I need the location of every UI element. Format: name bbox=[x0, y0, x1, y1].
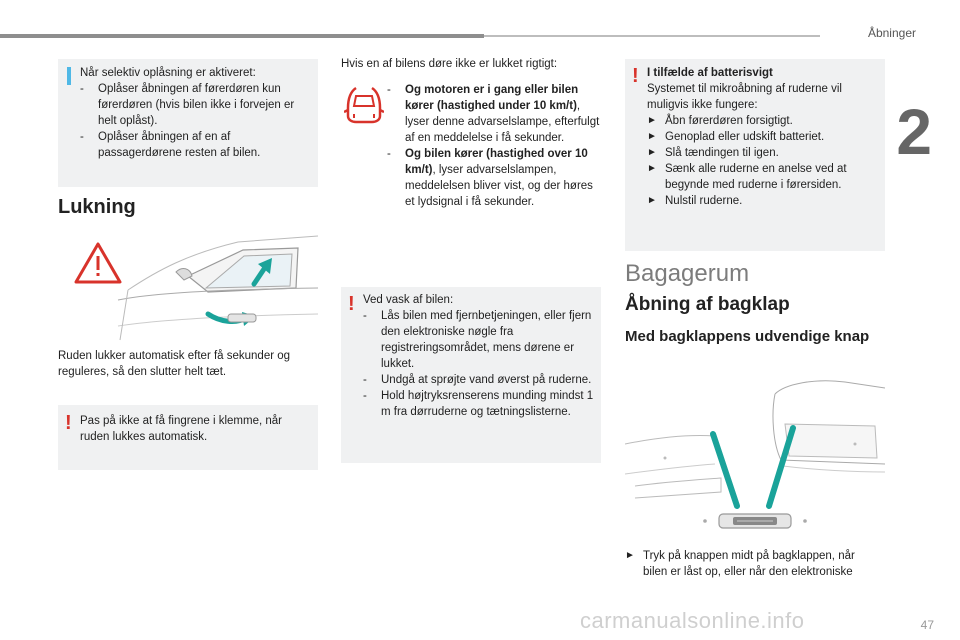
list-item: ► Genoplad eller udskift batteriet. bbox=[647, 131, 825, 143]
washing-intro: Ved vask af bilen: bbox=[363, 294, 454, 306]
warning-box-fingers bbox=[58, 405, 318, 470]
warning-text: Pas på ikke at få fingrene i klemme, når ruden lukkes automatisk. bbox=[80, 415, 282, 443]
lukning-paragraph: Ruden lukker automatisk efter få sekunder og reguleres, så den slutter helt tæt. bbox=[58, 350, 291, 378]
battery-title: I tilfælde af batterisvigt bbox=[647, 67, 773, 79]
heading-bagagerum: Bagagerum bbox=[625, 260, 750, 287]
info-note-text bbox=[80, 65, 312, 161]
list-item: ► Sænk alle ruderne en anelse ved at begynde med ruderne i førersiden. bbox=[647, 163, 847, 191]
watermark: carmanualsonline.info bbox=[580, 608, 805, 633]
list-item: ► Slå tændingen til igen. bbox=[647, 147, 779, 159]
tailgate-button-icon bbox=[703, 514, 807, 528]
list-item: ► Åbn førerdøren forsigtigt. bbox=[647, 115, 793, 127]
list-item: ► Tryk på knappen midt på bagklappen, når bilen er låst op, eller når den elektroniske bbox=[625, 550, 855, 578]
heading-lukning: Lukning bbox=[58, 196, 136, 218]
tailgate-step bbox=[625, 548, 880, 580]
list-item: - Hold højtryksrenserens munding mindst 1 m fra dørruderne og tætningslisterne. bbox=[363, 390, 594, 418]
tailgate-illustration bbox=[625, 374, 885, 540]
warning-icon: ! bbox=[348, 293, 355, 315]
header-bar-thin bbox=[484, 35, 820, 37]
battery-warning-text bbox=[647, 65, 879, 209]
list-item: - Oplåser åbningen af førerdøren kun førerdøren (hvis bilen ikke i forvejen er helt oplåst). bbox=[80, 83, 295, 127]
info-note-intro: Når selektiv oplåsning er aktiveret: bbox=[80, 67, 256, 79]
list-item: - Oplåser åbningen af en af passagerdørene resten af bilen. bbox=[80, 131, 261, 159]
header-bar bbox=[0, 34, 484, 38]
section-title: Åbninger bbox=[867, 26, 916, 40]
door-drawing bbox=[58, 230, 318, 344]
door-open-warning-light-icon bbox=[344, 82, 384, 128]
warning-triangle-icon bbox=[76, 244, 120, 282]
list-item: - Og bilen kører (hastighed over 10 km/t), lyser advarselslampen, meddelelsen bliver vist, og der høres et lydsignal i få sekunder. bbox=[387, 148, 593, 208]
pointer-arrow-icon bbox=[713, 428, 793, 506]
chapter-number: 2 bbox=[896, 96, 932, 168]
info-note-box bbox=[58, 59, 318, 187]
warning-box-washing bbox=[341, 287, 601, 463]
list-item: - Og motoren er i gang eller bilen kører (hastighed under 10 km/t), lyser denne advarselslampe, efterfulgt af en meddelelse i få sekunder. bbox=[387, 84, 600, 144]
battery-intro: Systemet til mikroåbning af ruderne vil muligvis ikke fungere: bbox=[647, 83, 842, 111]
list-item: - Lås bilen med fjernbetjeningen, eller fjern den elektroniske nøgle fra registreringsområdet, mens dørene er lukket. bbox=[363, 310, 592, 370]
washing-warning-text bbox=[363, 292, 595, 420]
heading-med-knap: Med bagklappens udvendige knap bbox=[625, 328, 870, 345]
heading-abning: Åbning af bagklap bbox=[625, 294, 790, 315]
col2-list bbox=[387, 82, 602, 210]
list-item: - Undgå at sprøjte vand øverst på ruderne. bbox=[363, 374, 592, 386]
info-marker bbox=[67, 67, 71, 85]
warning-box-battery bbox=[625, 59, 885, 251]
col2-intro: Hvis en af bilens døre ikke er lukket rigtigt: bbox=[341, 58, 558, 70]
door-illustration bbox=[58, 230, 318, 344]
warning-icon: ! bbox=[65, 412, 72, 434]
warning-icon: ! bbox=[632, 65, 639, 87]
list-item: ► Nulstil ruderne. bbox=[647, 195, 743, 207]
tailgate-drawing bbox=[625, 374, 885, 540]
page-number: 47 bbox=[920, 618, 934, 632]
